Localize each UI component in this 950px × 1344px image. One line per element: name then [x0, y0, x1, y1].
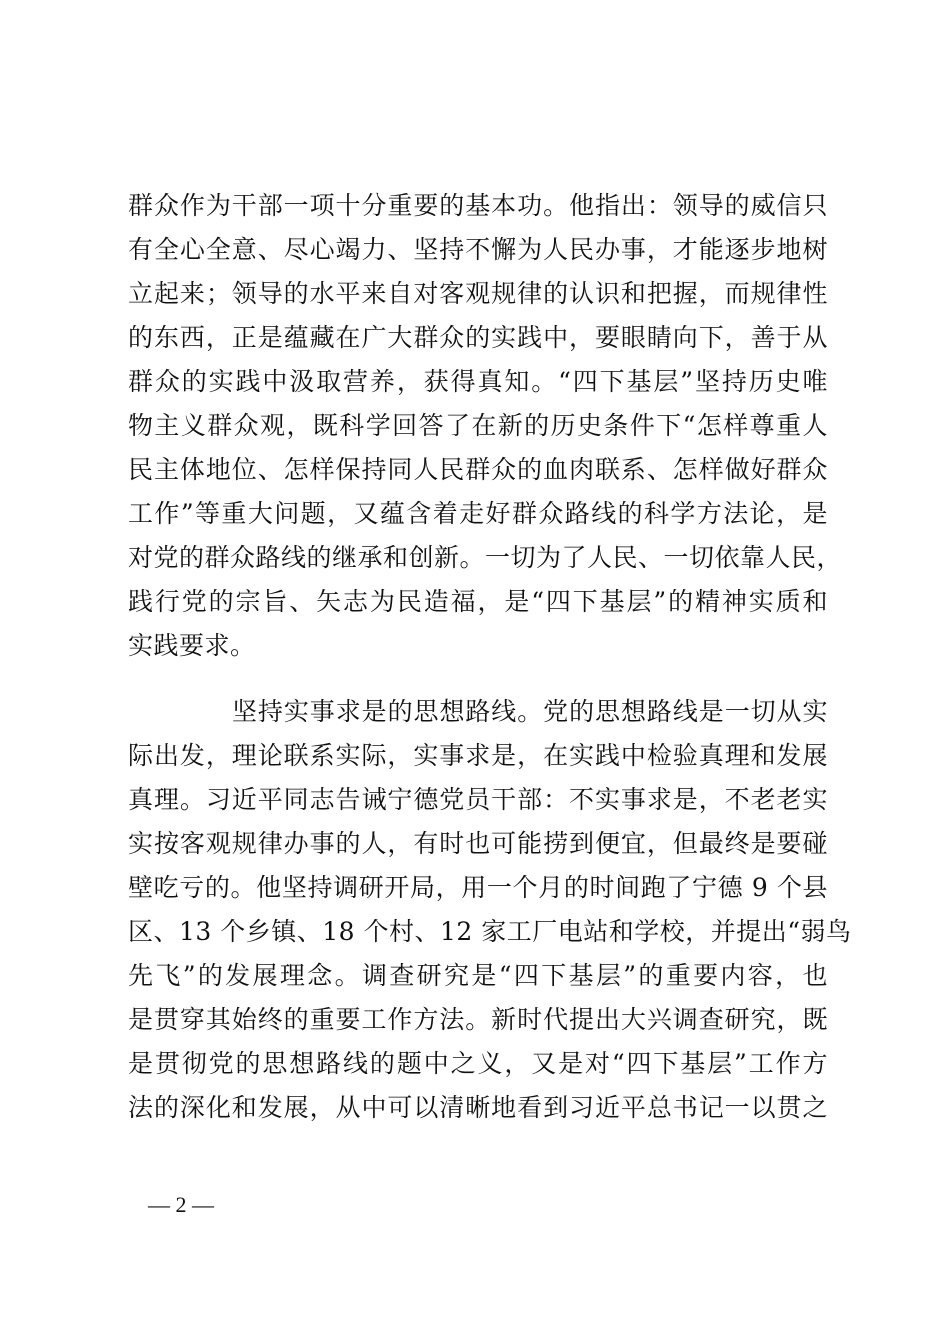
text-line: 工作”等重大问题，又蕴含着走好群众路线的科学方法论，是: [128, 499, 828, 528]
text-line: 群众作为干部一项十分重要的基本功。他指出：领导的威信只: [128, 191, 828, 220]
text-line: 群众的实践中汲取营养，获得真知。“四下基层”坚持历史唯: [128, 367, 828, 396]
text-line: 法的深化和发展，从中可以清晰地看到习近平总书记一以贯之: [128, 1093, 828, 1122]
text-line: 是贯穿其始终的重要工作方法。新时代提出大兴调查研究，既: [128, 1005, 828, 1034]
text-line: 是贯彻党的思想路线的题中之义，又是对“四下基层”工作方: [128, 1049, 828, 1078]
text-line: 民主体地位、怎样保持同人民群众的血肉联系、怎样做好群众: [128, 455, 828, 484]
text-line: 物主义群众观，既科学回答了在新的历史条件下“怎样尊重人: [128, 411, 828, 440]
text-line: 先飞”的发展理念。调查研究是“四下基层”的重要内容，也: [128, 961, 828, 990]
text-line: 实践要求。: [128, 631, 256, 660]
text-line: 的东西，正是蕴藏在广大群众的实践中，要眼睛向下，善于从: [128, 323, 828, 352]
text-line: 真理。习近平同志告诫宁德党员干部：不实事求是，不老老实: [128, 785, 828, 814]
text-line: 壁吃亏的。他坚持调研开局，用一个月的时间跑了宁德 9 个县: [128, 873, 828, 902]
text-line: 有全心全意、尽心竭力、坚持不懈为人民办事，才能逐步地树: [128, 235, 828, 264]
text-line: 区、13 个乡镇、18 个村、12 家工厂电站和学校，并提出“弱鸟: [128, 917, 852, 946]
text-line: 践行党的宗旨、矢志为民造福，是“四下基层”的精神实质和: [128, 587, 828, 616]
text-line: 对党的群众路线的继承和创新。一切为了人民、一切依靠人民，: [128, 543, 843, 572]
paragraph-heading-line: 坚持实事求是的思想路线。党的思想路线是一切从实: [232, 697, 828, 726]
page-number: — 2 —: [148, 1192, 214, 1217]
text-line: 立起来；领导的水平来自对客观规律的认识和把握，而规律性: [128, 279, 828, 308]
text-line: 实按客观规律办事的人，有时也可能捞到便宜，但最终是要碰: [128, 829, 828, 858]
text-line: 际出发，理论联系实际，实事求是，在实践中检验真理和发展: [128, 741, 828, 770]
